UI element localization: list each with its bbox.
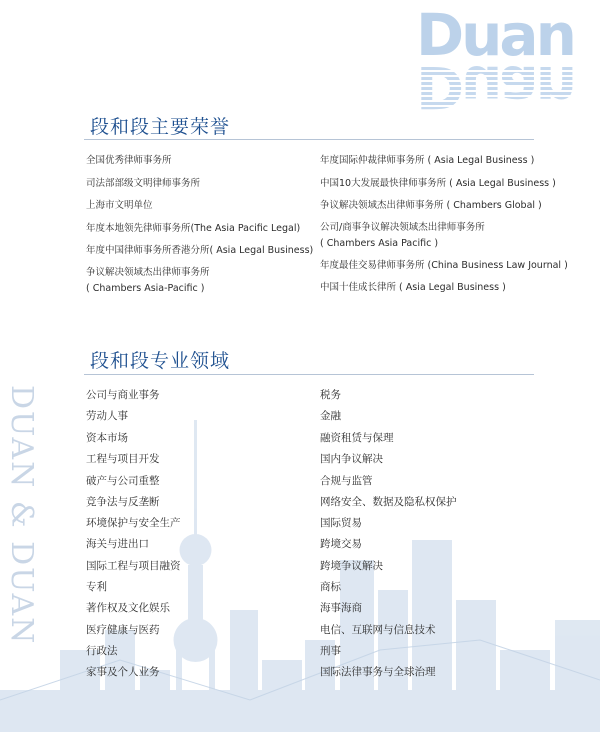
practice-item: 跨境交易: [320, 538, 362, 550]
practice-item: 公司与商业事务: [86, 389, 160, 401]
practice-item: 行政法: [86, 645, 118, 657]
logo-stripes: [416, 68, 600, 116]
practice-item: 工程与项目开发: [86, 453, 160, 465]
practice-item: 网络安全、数据及隐私权保护: [320, 496, 457, 508]
honor-item: ( Chambers Asia-Pacific ): [86, 283, 205, 294]
logo-text: Duan: [416, 1, 574, 69]
honor-item: 年度中国律师事务所香港分所( Asia Legal Business): [86, 245, 314, 256]
honor-item: 年度本地领先律师事务所(The Asia Pacific Legal): [86, 223, 301, 234]
honor-item: 争议解决领域杰出律师事务所: [86, 267, 210, 278]
honor-item: 司法部部级文明律师事务所: [86, 178, 201, 189]
practice-item: 专利: [86, 581, 107, 593]
practice-item: 海事海商: [320, 602, 362, 614]
practice-item: 破产与公司重整: [86, 475, 160, 487]
duan-logo: [416, 1, 600, 118]
practice-divider: [84, 374, 534, 375]
practice-item: 刑事: [320, 645, 341, 657]
practice-item: 合规与监管: [320, 475, 373, 487]
practice-item: 商标: [320, 581, 341, 593]
practice-item: 国际工程与项目融资: [86, 560, 181, 572]
practice-item: 国内争议解决: [320, 453, 383, 465]
watermark-text: DUAN & DUAN: [4, 385, 39, 646]
honor-item: ( Chambers Asia Pacific ): [320, 238, 439, 249]
practice-item: 国际法律事务与全球治理: [320, 666, 436, 678]
practice-item: 医疗健康与医药: [86, 624, 160, 636]
practice-item: 融资租赁与保理: [320, 432, 394, 444]
practice-item: 竞争法与反垄断: [86, 496, 160, 508]
practice-item: 金融: [320, 410, 341, 422]
practice-item: 著作权及文化娱乐: [86, 602, 170, 614]
honor-item: 年度国际仲裁律师事务所 ( Asia Legal Business ): [320, 155, 535, 166]
practice-item: 环境保护与安全生产: [86, 517, 181, 529]
honor-item: 中国十佳成长律所 ( Asia Legal Business ): [320, 282, 506, 293]
practice-item: 国际贸易: [320, 517, 362, 529]
practice-item: 家事及个人业务: [86, 666, 160, 678]
honor-item: 公司/商事争议解决领域杰出律师事务所: [320, 222, 485, 233]
honor-item: 全国优秀律师事务所: [86, 155, 172, 166]
practice-item: 劳动人事: [86, 410, 128, 422]
practice-item: 跨境争议解决: [320, 560, 383, 572]
practice-title: 段和段专业领域: [90, 350, 231, 372]
practice-item: 电信、互联网与信息技术: [320, 624, 436, 636]
honors-divider: [84, 139, 534, 140]
honors-title: 段和段主要荣誉: [90, 116, 231, 138]
practice-item: 资本市场: [86, 432, 128, 444]
honor-item: 中国10大发展最快律师事务所 ( Asia Legal Business ): [320, 178, 556, 189]
practice-item: 海关与进出口: [86, 538, 149, 550]
honor-item: 争议解决领域杰出律师事务所 ( Chambers Global ): [320, 200, 542, 211]
honor-item: 年度最佳交易律师事务所 (China Business Law Journal ): [320, 260, 568, 271]
honor-item: 上海市文明单位: [86, 200, 153, 211]
practice-item: 税务: [320, 389, 341, 401]
